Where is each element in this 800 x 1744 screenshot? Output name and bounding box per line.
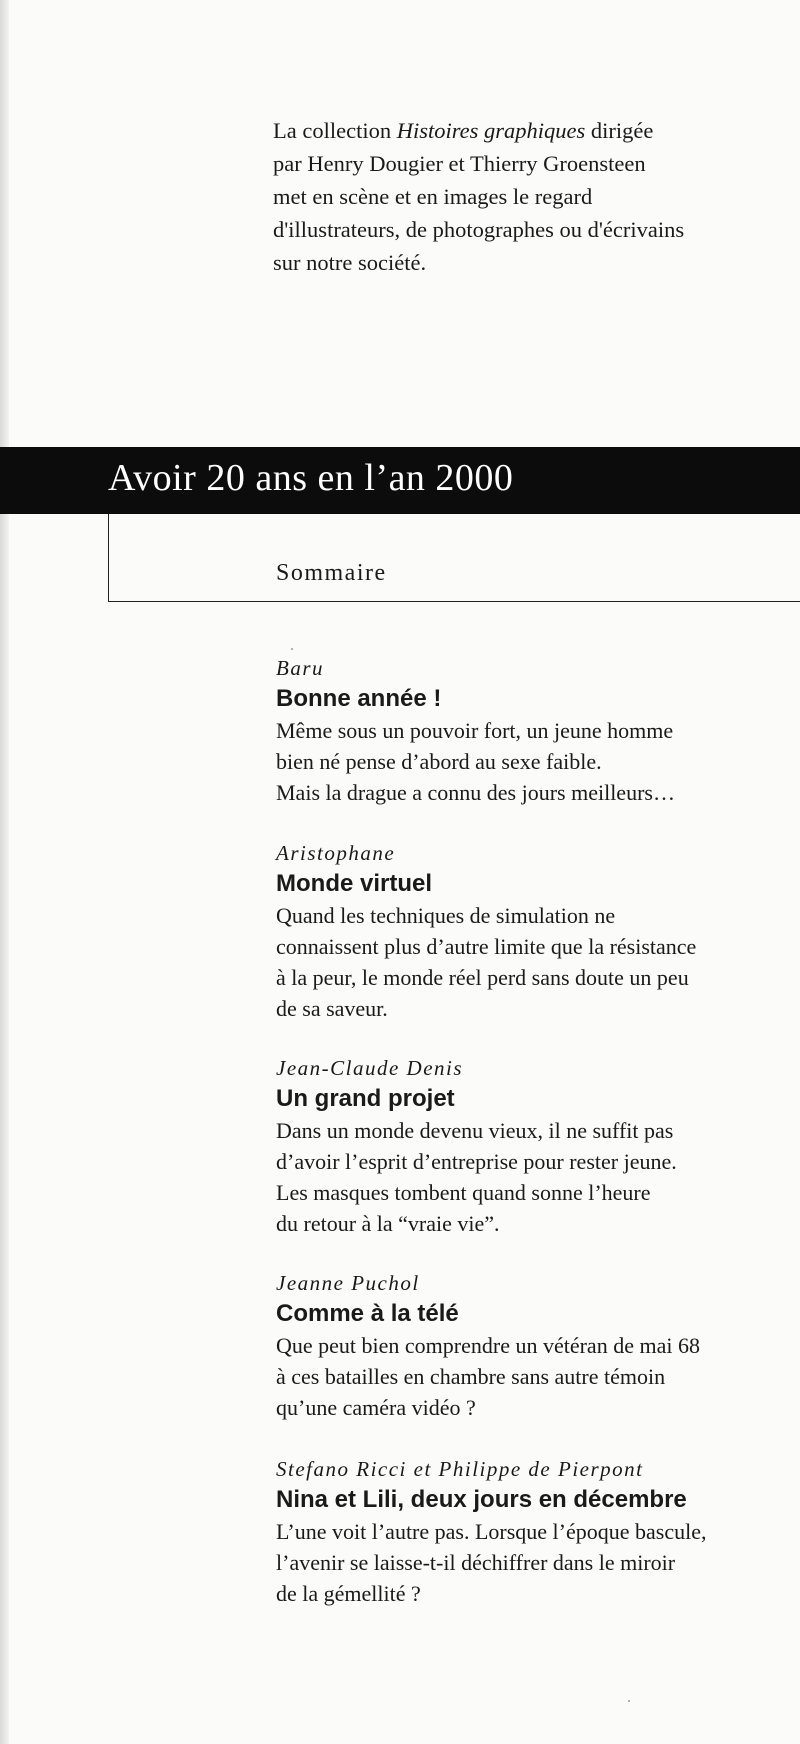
entry-description-line: Dans un monde devenu vieux, il ne suffit pas	[276, 1118, 674, 1143]
entry-author: Jeanne Puchol	[276, 1271, 420, 1295]
entry-author: Jean-Claude Denis	[276, 1056, 464, 1080]
title-band	[0, 447, 800, 514]
toc-entry	[276, 1456, 796, 1609]
entry-author: Baru	[276, 656, 324, 680]
speck	[628, 1700, 630, 1702]
intro-text: dirigée	[585, 118, 654, 143]
collection-intro	[273, 114, 793, 279]
entry-story-title: Bonne année !	[276, 685, 442, 712]
entry-description	[276, 715, 796, 808]
entry-description-line: connaissent plus d’autre limite que la résistance	[276, 934, 697, 959]
entry-description-line: qu’une caméra vidéo ?	[276, 1395, 476, 1420]
entry-description-line: à ces batailles en chambre sans autre témoin	[276, 1364, 666, 1389]
entry-description-line: à la peur, le monde réel perd sans doute un peu	[276, 965, 689, 990]
intro-line-3: met en scène et en images le regard	[273, 184, 593, 209]
entry-story-title: Monde virtuel	[276, 870, 433, 897]
entry-description	[276, 1115, 796, 1239]
entry-description-line: bien né pense d’abord au sexe faible.	[276, 749, 602, 774]
entry-description	[276, 1516, 796, 1609]
entry-description-line: l’avenir se laisse-t-il déchiffrer dans le miroir	[276, 1550, 676, 1575]
toc-entry	[276, 655, 796, 808]
book-title: Avoir 20 ans en l’an 2000	[108, 457, 514, 499]
intro-line-4: d'illustrateurs, de photographes ou d'écrivains	[273, 217, 685, 242]
entry-description-line: du retour à la “vraie vie”.	[276, 1211, 500, 1236]
page-edge	[0, 0, 9, 1744]
entry-description-line: Que peut bien comprendre un vétéran de mai 68	[276, 1333, 700, 1358]
intro-line-1	[273, 114, 793, 147]
sommaire-title: Sommaire	[276, 560, 387, 586]
toc-entry	[276, 1055, 796, 1239]
entry-description-line: Mais la drague a connu des jours meilleurs…	[276, 780, 675, 805]
entry-story-title: Comme à la télé	[276, 1300, 459, 1327]
entry-description	[276, 1330, 796, 1423]
entry-story-title: Un grand projet	[276, 1085, 455, 1112]
entry-description-line: L’une voit l’autre pas. Lorsque l’époque bascule,	[276, 1519, 707, 1544]
entry-description-line: de sa saveur.	[276, 996, 388, 1021]
entry-author: Aristophane	[276, 841, 396, 865]
entry-story-title: Nina et Lili, deux jours en décembre	[276, 1486, 687, 1513]
entry-author: Stefano Ricci et Philippe de Pierpont	[276, 1457, 644, 1481]
sommaire-header	[108, 514, 800, 602]
entry-description	[276, 900, 796, 1024]
entry-description-line: d’avoir l’esprit d’entreprise pour rester jeune.	[276, 1149, 677, 1174]
collection-name: Histoires graphiques	[396, 118, 586, 143]
intro-text: La collection	[273, 118, 397, 143]
entry-description-line: de la gémellité ?	[276, 1581, 421, 1606]
speck	[291, 648, 293, 650]
intro-line-5: sur notre société.	[273, 250, 427, 275]
toc-entry	[276, 840, 796, 1024]
entry-description-line: Les masques tombent quand sonne l’heure	[276, 1180, 651, 1205]
intro-line-2: par Henry Dougier et Thierry Groensteen	[273, 151, 646, 176]
entry-description-line: Quand les techniques de simulation ne	[276, 903, 616, 928]
toc-entry	[276, 1270, 796, 1423]
entry-description-line: Même sous un pouvoir fort, un jeune homme	[276, 718, 674, 743]
